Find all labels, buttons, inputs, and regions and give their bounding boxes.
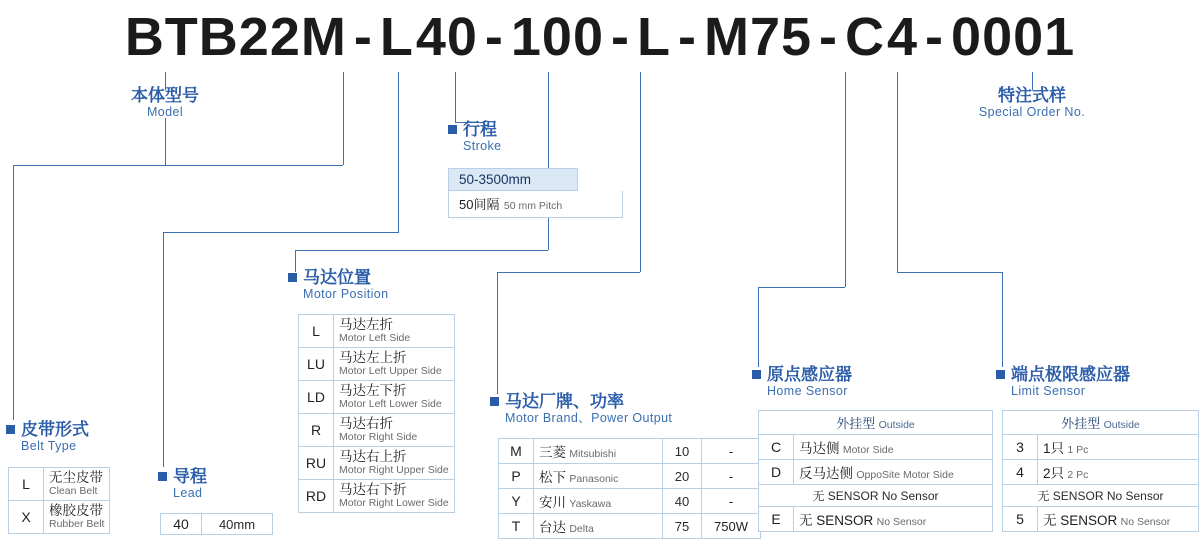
- table-row: [299, 447, 455, 480]
- headline-seg: BTB22M: [124, 7, 347, 67]
- table-row: [9, 468, 110, 501]
- motor-brand-value: [534, 514, 663, 539]
- motor-brand-title-cn-text: 马达厂牌、功率: [505, 392, 624, 411]
- motor-brand-table: [498, 438, 761, 539]
- leader-line: [1002, 272, 1003, 367]
- motor-position-table: [298, 314, 455, 513]
- leader-line: [343, 72, 344, 165]
- belt-type-en: Rubber Belt: [49, 518, 105, 530]
- table-row: [1003, 435, 1199, 460]
- belt-type-en: Clean Belt: [49, 485, 98, 497]
- leader-line: [163, 232, 399, 233]
- motor-position-cn: 马达左下折: [339, 383, 407, 398]
- motor-power: -: [702, 464, 761, 489]
- leader-line: [165, 118, 166, 165]
- motor-brand-value: [534, 464, 663, 489]
- special-order-title-cn: 特注式样: [998, 86, 1066, 105]
- table-row: [1003, 507, 1199, 532]
- limit-sensor-nosensor-en: No Sensor: [1106, 489, 1164, 503]
- lead-title-cn: [158, 467, 207, 486]
- limit-sensor-nosensor-banner: [1003, 485, 1199, 507]
- leader-line: [845, 72, 846, 287]
- home-sensor-value: [794, 435, 993, 460]
- motor-position-en: Motor Left Side: [339, 332, 411, 344]
- motor-position-en: Motor Right Side: [339, 431, 418, 443]
- motor-position-en: Motor Left Lower Side: [339, 398, 442, 410]
- motor-brand-title-cn: [490, 392, 672, 411]
- leader-line: [758, 287, 845, 288]
- motor-brand-cn: 台达: [539, 520, 566, 535]
- headline-seg: -: [819, 7, 838, 67]
- leader-line: [13, 165, 14, 420]
- belt-type-cn: 橡胶皮带: [49, 503, 103, 518]
- limit-sensor-value: [1038, 460, 1199, 485]
- limit-sensor-cn: 1只: [1043, 441, 1065, 456]
- belt-type-value: [44, 468, 110, 501]
- bullet-square-icon: [490, 397, 499, 406]
- motor-brand-en: Panasonic: [569, 473, 619, 485]
- motor-position-en: Motor Right Lower Side: [339, 497, 449, 509]
- motor-position-key: RU: [299, 447, 334, 480]
- table-row: [299, 381, 455, 414]
- home-sensor-nosensor-en: No Sensor: [881, 489, 939, 503]
- motor-brand-en: Mitsubishi: [569, 448, 617, 460]
- limit-sensor-en: 2 Pc: [1067, 469, 1089, 481]
- motor-position-key: R: [299, 414, 334, 447]
- special-order-title-en: Special Order No.: [978, 105, 1086, 119]
- limit-sensor-value: [1038, 507, 1199, 532]
- home-sensor-key: E: [759, 507, 794, 532]
- motor-position-key: LU: [299, 348, 334, 381]
- motor-power: -: [702, 439, 761, 464]
- motor-brand-en: Delta: [569, 523, 594, 535]
- home-sensor-title-cn: [752, 365, 852, 384]
- table-row: [759, 507, 993, 532]
- motor-brand-key: Y: [499, 489, 534, 514]
- motor-power-code: 10: [663, 439, 702, 464]
- limit-sensor-en: No Sensor: [1120, 516, 1171, 528]
- bullet-square-icon: [6, 425, 15, 434]
- home-sensor-nosensor-cn: 无 SENSOR: [812, 489, 879, 503]
- motor-power-code: 40: [663, 489, 702, 514]
- stroke-range: 50-3500mm: [448, 168, 578, 191]
- table-row: [1003, 485, 1199, 507]
- title-motor-position: [288, 268, 389, 302]
- limit-sensor-table: [1002, 410, 1199, 532]
- motor-position-cn: 马达左折: [339, 317, 393, 332]
- leader-line: [13, 165, 343, 166]
- stroke-pitch-cn: 50间隔: [459, 197, 500, 212]
- home-sensor-header-cn: 外挂型: [836, 416, 876, 431]
- home-sensor-header-en: Outside: [878, 419, 915, 431]
- headline-seg: 40: [415, 7, 478, 67]
- lead-value: 40mm: [202, 514, 273, 535]
- home-sensor-cn: 无 SENSOR: [799, 513, 874, 528]
- stroke-values: [448, 168, 623, 218]
- leader-line: [398, 72, 399, 232]
- limit-sensor-header: [1003, 411, 1199, 435]
- model-title-cn: 本体型号: [131, 86, 199, 105]
- motor-brand-cn: 安川: [539, 495, 566, 510]
- lead-title-en: Lead: [173, 486, 203, 500]
- home-sensor-value: [794, 507, 993, 532]
- table-row: [759, 460, 993, 485]
- motor-brand-key: T: [499, 514, 534, 539]
- motor-brand-value: [534, 489, 663, 514]
- motor-brand-title-en: Motor Brand、Power Output: [505, 411, 673, 425]
- table-row: [299, 414, 455, 447]
- leader-line: [497, 272, 640, 273]
- home-sensor-table: [758, 410, 993, 532]
- table-row: [499, 439, 761, 464]
- headline-seg: -: [353, 7, 373, 67]
- motor-position-value: [334, 381, 455, 414]
- headline-seg: M75: [703, 7, 813, 67]
- leader-line: [758, 287, 759, 367]
- bullet-square-icon: [288, 273, 297, 282]
- lead-title-cn-text: 导程: [173, 467, 207, 486]
- limit-sensor-title-cn-text: 端点极限感应器: [1011, 365, 1130, 384]
- motor-brand-cn: 松下: [539, 470, 566, 485]
- headline-seg: -: [611, 7, 630, 67]
- leader-line: [897, 272, 1002, 273]
- bullet-square-icon: [996, 370, 1005, 379]
- headline-seg: 4: [887, 7, 919, 67]
- motor-position-value: [334, 348, 455, 381]
- table-row: [1003, 411, 1199, 435]
- table-row: [299, 315, 455, 348]
- motor-power-code: 75: [663, 514, 702, 539]
- motor-power-code: 20: [663, 464, 702, 489]
- motor-position-cn: 马达右折: [339, 416, 393, 431]
- limit-sensor-nosensor-cn: 无 SENSOR: [1037, 489, 1104, 503]
- motor-position-cn: 马达右上折: [339, 449, 407, 464]
- home-sensor-key: C: [759, 435, 794, 460]
- limit-sensor-cn: 2只: [1043, 466, 1065, 481]
- stroke-title-cn: [448, 120, 502, 139]
- home-sensor-nosensor-banner: [759, 485, 993, 507]
- leader-line: [497, 272, 498, 394]
- stroke-pitch: [448, 191, 623, 218]
- title-home-sensor: [752, 365, 852, 399]
- limit-sensor-key: 5: [1003, 507, 1038, 532]
- limit-sensor-cn: 无 SENSOR: [1043, 513, 1118, 528]
- belt-type-title-cn: [6, 420, 89, 439]
- home-sensor-en: No Sensor: [876, 516, 927, 528]
- motor-position-value: [334, 480, 455, 513]
- motor-brand-value: [534, 439, 663, 464]
- motor-brand-en: Yaskawa: [569, 498, 612, 510]
- table-row: [759, 435, 993, 460]
- headline-seg: -: [677, 7, 697, 67]
- table-row: [759, 485, 993, 507]
- bullet-square-icon: [448, 125, 457, 134]
- stroke-title-en: Stroke: [463, 139, 502, 153]
- home-sensor-key: D: [759, 460, 794, 485]
- headline-seg: -: [925, 7, 945, 67]
- leader-line: [455, 72, 456, 122]
- home-sensor-title-en: Home Sensor: [767, 384, 848, 398]
- belt-type-cn: 无尘皮带: [49, 470, 103, 485]
- motor-position-key: L: [299, 315, 334, 348]
- table-row: [499, 464, 761, 489]
- limit-sensor-header-cn: 外挂型: [1061, 416, 1101, 431]
- belt-type-value: [44, 501, 110, 534]
- motor-position-title-cn-text: 马达位置: [303, 268, 371, 287]
- headline-seg: 100: [510, 7, 604, 67]
- title-model: [95, 86, 235, 120]
- motor-position-value: [334, 315, 455, 348]
- model-title-en: Model: [146, 105, 184, 119]
- motor-position-cn: 马达右下折: [339, 482, 407, 497]
- limit-sensor-value: [1038, 435, 1199, 460]
- headline-seg: L: [636, 7, 671, 67]
- bullet-square-icon: [752, 370, 761, 379]
- table-row: [299, 348, 455, 381]
- home-sensor-value: [794, 460, 993, 485]
- leader-line: [640, 72, 641, 272]
- motor-position-title-en: Motor Position: [303, 287, 389, 301]
- table-row: [299, 480, 455, 513]
- leader-line: [548, 72, 549, 250]
- stroke-title-cn-text: 行程: [463, 120, 497, 139]
- headline-seg: -: [484, 7, 504, 67]
- headline-seg: 0001: [951, 7, 1076, 67]
- motor-position-cn: 马达左上折: [339, 350, 407, 365]
- lead-table: [160, 513, 273, 535]
- motor-position-key: LD: [299, 381, 334, 414]
- limit-sensor-key: 3: [1003, 435, 1038, 460]
- leader-line: [163, 232, 164, 467]
- table-row: [9, 501, 110, 534]
- belt-type-table: [8, 467, 110, 534]
- motor-position-en: Motor Right Upper Side: [339, 464, 449, 476]
- motor-position-title-cn: [288, 268, 389, 287]
- table-row: [161, 514, 273, 535]
- bullet-square-icon: [158, 472, 167, 481]
- headline-seg: C: [845, 7, 885, 67]
- motor-brand-cn: 三菱: [539, 445, 566, 460]
- belt-type-title-en: Belt Type: [21, 439, 77, 453]
- belt-type-key: X: [9, 501, 44, 534]
- title-belt-type: [6, 420, 89, 454]
- home-sensor-cn: 马达侧: [799, 441, 840, 456]
- title-special-order: [962, 86, 1102, 120]
- home-sensor-cn: 反马达侧: [799, 466, 853, 481]
- limit-sensor-title-cn: [996, 365, 1130, 384]
- motor-power: 750W: [702, 514, 761, 539]
- motor-position-value: [334, 447, 455, 480]
- table-row: [1003, 460, 1199, 485]
- motor-power: -: [702, 489, 761, 514]
- home-sensor-en: OppoSite Motor Side: [856, 469, 954, 481]
- home-sensor-header: [759, 411, 993, 435]
- belt-type-key: L: [9, 468, 44, 501]
- home-sensor-title-cn-text: 原点感应器: [767, 365, 852, 384]
- title-limit-sensor: [996, 365, 1130, 399]
- motor-brand-key: M: [499, 439, 534, 464]
- motor-position-en: Motor Left Upper Side: [339, 365, 442, 377]
- belt-type-title-cn-text: 皮带形式: [21, 420, 89, 439]
- table-row: [499, 514, 761, 539]
- title-motor-brand: [490, 392, 672, 426]
- limit-sensor-title-en: Limit Sensor: [1011, 384, 1086, 398]
- table-row: [759, 411, 993, 435]
- limit-sensor-en: 1 Pc: [1067, 444, 1089, 456]
- motor-position-key: RD: [299, 480, 334, 513]
- stroke-pitch-en: 50 mm Pitch: [503, 200, 563, 212]
- leader-line: [295, 250, 548, 251]
- table-row: [499, 489, 761, 514]
- headline-seg: L: [379, 7, 414, 67]
- limit-sensor-header-en: Outside: [1103, 419, 1140, 431]
- lead-key: 40: [161, 514, 202, 535]
- limit-sensor-key: 4: [1003, 460, 1038, 485]
- part-number-headline: [0, 6, 1200, 68]
- motor-position-value: [334, 414, 455, 447]
- leader-line: [897, 72, 898, 272]
- title-lead: [158, 467, 207, 501]
- motor-brand-key: P: [499, 464, 534, 489]
- home-sensor-en: Motor Side: [842, 444, 894, 456]
- title-stroke: [448, 120, 502, 154]
